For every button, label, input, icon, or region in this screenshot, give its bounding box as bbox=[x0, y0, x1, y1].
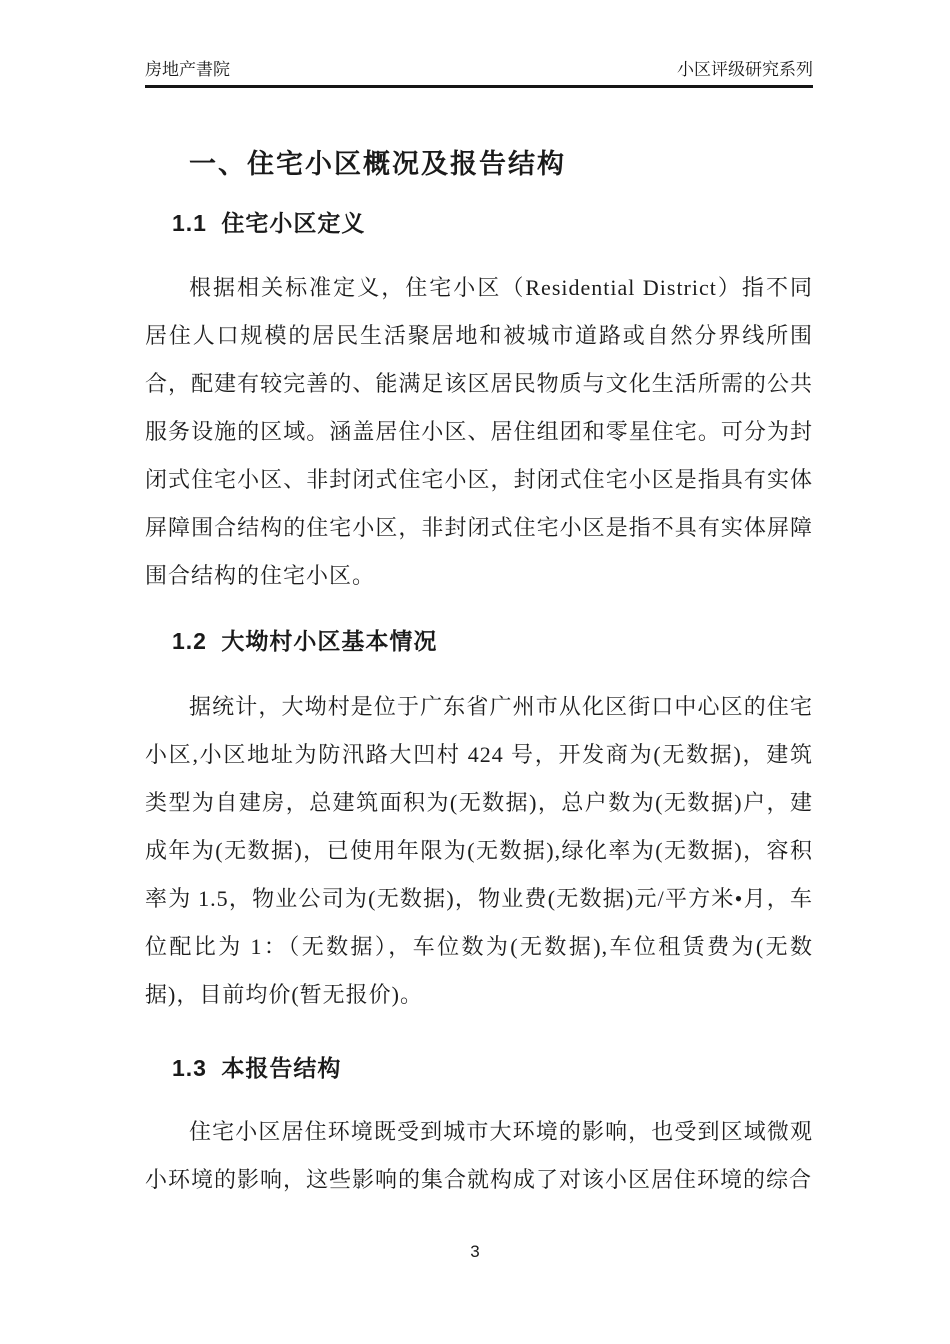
header-right-text: 小区评级研究系列 bbox=[677, 60, 813, 79]
section-heading-1-1: 1.1 住宅小区定义 bbox=[172, 210, 366, 236]
document-body bbox=[145, 0, 813, 1204]
header-left-text: 房地产書院 bbox=[145, 60, 230, 79]
section-heading-1-2: 1.2 大坳村小区基本情况 bbox=[172, 628, 438, 654]
paragraph-community-basic-info: 据统计，大坳村是位于广东省广州市从化区街口中心区的住宅小区,小区地址为防汛路大凹村 424 号，开发商为(无数据)，建筑类型为自建房，总建筑面积为(无数据)，总户数为(无数据)户，建成年为(无数据)，已使用年限为(无数据),绿化率为(无数据)，容积率为 1.5，物业公司为(无数据)，物业费(无数据)元/平方米•月，车位配比为 1：（无数据），车位数为(无数据),车位租赁费为(无数据)，目前均价(暂无报价)。 bbox=[145, 694, 813, 1007]
paragraph-report-structure: 住宅小区居住环境既受到城市大环境的影响，也受到区域微观小环境的影响，这些影响的集合就构成了对该小区居住环境的综合 bbox=[145, 1119, 813, 1192]
chapter-title: 一、住宅小区概况及报告结构 bbox=[189, 149, 566, 179]
page-footer bbox=[0, 1242, 950, 1262]
page-number: 3 bbox=[470, 1242, 480, 1261]
paragraph-residential-district-definition: 根据相关标准定义，住宅小区（Residential District）指不同居住人口规模的居民生活聚居地和被城市道路或自然分界线所围合，配建有较完善的、能满足该区居民物质与文化生活所需的公共服务设施的区域。涵盖居住小区、居住组团和零星住宅。可分为封闭式住宅小区、非封闭式住宅小区，封闭式住宅小区是指具有实体屏障围合结构的住宅小区，非封闭式住宅小区是指不具有实体屏障围合结构的住宅小区。 bbox=[145, 275, 813, 588]
section-heading-1-3: 1.3 本报告结构 bbox=[172, 1055, 342, 1081]
